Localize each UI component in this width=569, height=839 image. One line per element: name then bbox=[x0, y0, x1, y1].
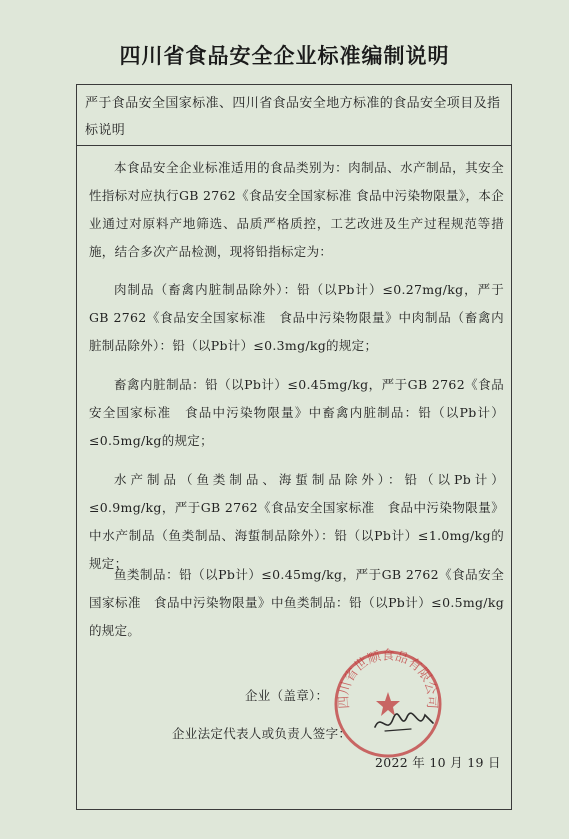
signing-date: 2022 年 10 月 19 日 bbox=[375, 755, 501, 770]
seal-text: 四川省世顺食品有限公司 bbox=[336, 648, 440, 710]
handwritten-signature bbox=[371, 705, 437, 741]
company-seal bbox=[332, 648, 444, 760]
table-body-cell bbox=[77, 146, 511, 809]
explanation-table bbox=[76, 84, 512, 810]
paragraph-intro: 本食品安全企业标准适用的食品类别为：肉制品、水产制品，其安全性指标对应执行GB 2762《食品安全国家标准 食品中污染物限量》，本企业通过对原料产地筛选、品质严格质控，工艺改进及生产过程规范等措施，结合多次产品检测，现将铅指标定为： bbox=[89, 160, 504, 259]
paragraph-meat-products: 肉制品（畜禽内脏制品除外）：铅（以Pb计）≤0.27mg/kg，严于GB 2762《食品安全国家标准 食品中污染物限量》中肉制品（畜禽内脏制品除外）：铅（以Pb计）≤0.3mg/kg的规定； bbox=[89, 282, 504, 353]
table-header-text: 严于食品安全国家标准、四川省食品安全地方标准的食品安全项目及指标说明 bbox=[85, 96, 501, 138]
company-seal-label: 企业（盖章）： bbox=[245, 688, 329, 703]
paragraph-fish-products: 鱼类制品：铅（以Pb计）≤0.45mg/kg，严于GB 2762《食品安全国家标准 食品中污染物限量》中鱼类制品：铅（以Pb计）≤0.5mg/kg的规定。 bbox=[89, 567, 504, 638]
representative-signature-label: 企业法定代表人或负责人签字： bbox=[172, 726, 352, 741]
paragraph-offal-products: 畜禽内脏制品：铅（以Pb计）≤0.45mg/kg，严于GB 2762《食品安全国家标准 食品中污染物限量》中畜禽内脏制品：铅（以Pb计）≤0.5mg/kg的规定； bbox=[89, 377, 504, 448]
document-title: 四川省食品安全企业标准编制说明 bbox=[119, 44, 450, 68]
table-header-cell bbox=[77, 85, 511, 146]
paragraph-aquatic-products: 水产制品（鱼类制品、海蜇制品除外）：铅（以Pb计）≤0.9mg/kg，严于GB 2762《食品安全国家标准 食品中污染物限量》中水产制品（鱼类制品、海蜇制品除外）：铅（以Pb计）≤1.0mg/kg的规定； bbox=[89, 472, 504, 571]
